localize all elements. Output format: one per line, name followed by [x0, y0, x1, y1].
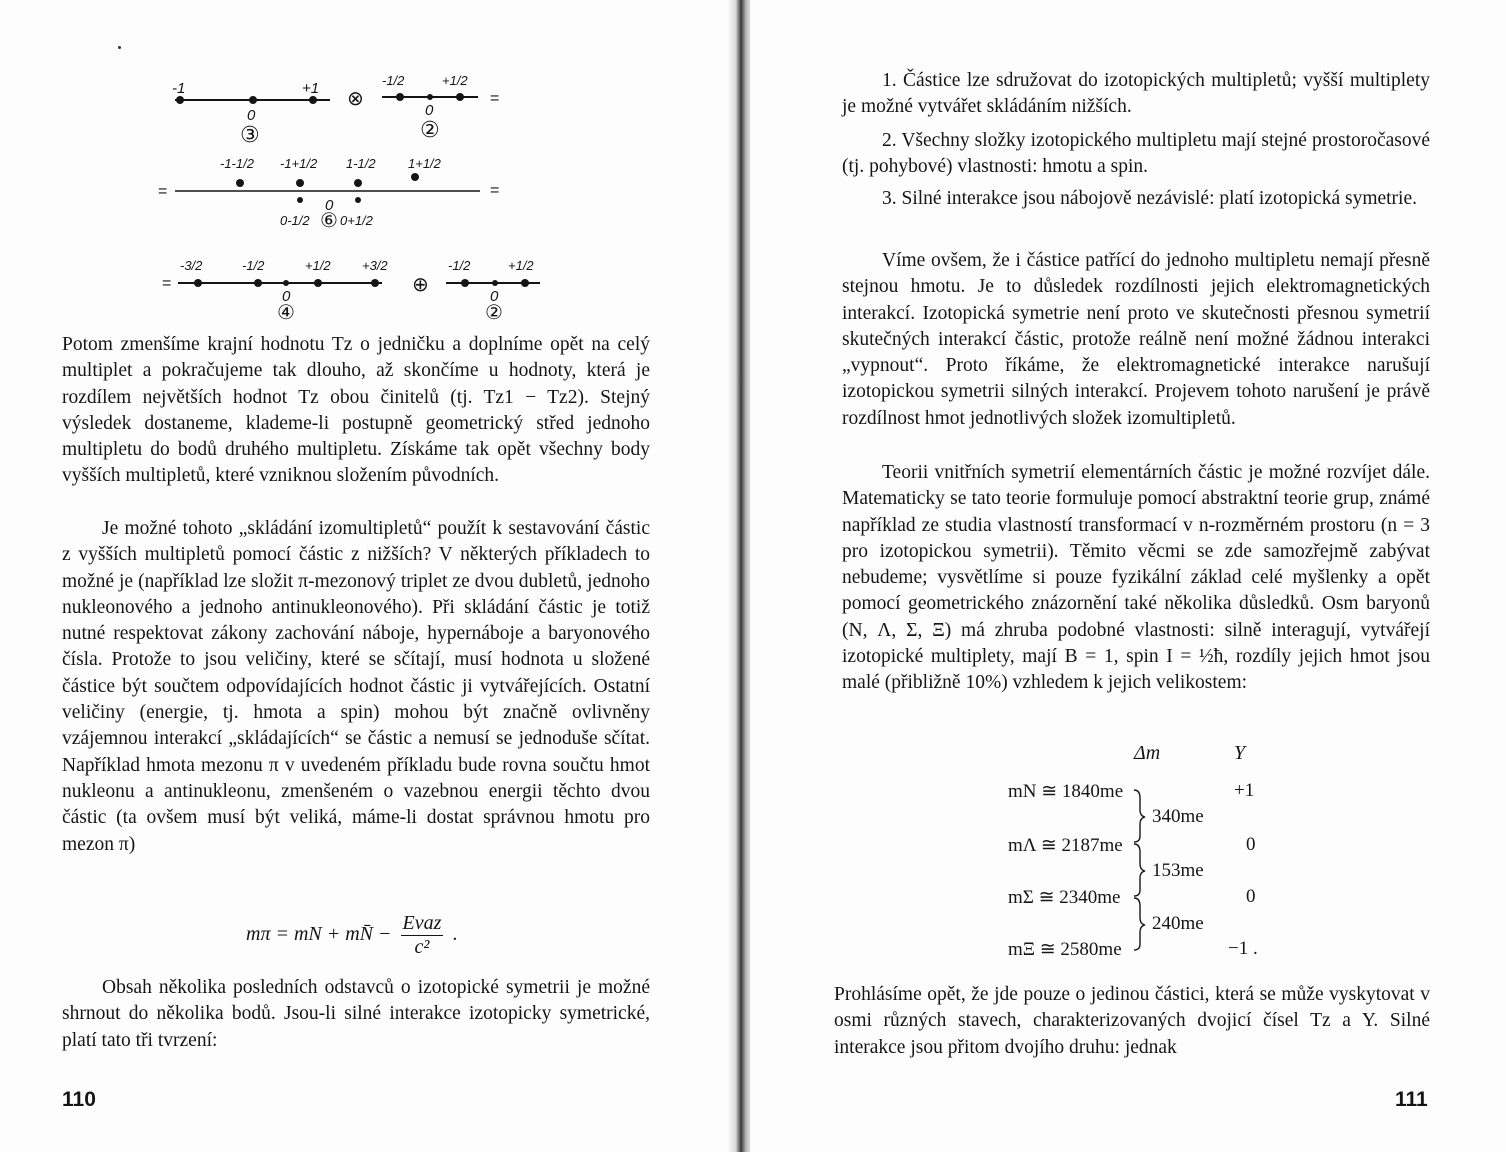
label: -3/2	[180, 258, 203, 273]
circled-number: ③	[240, 122, 260, 147]
hypercharge-value: −1 .	[1228, 938, 1258, 959]
point	[396, 93, 404, 101]
label: +1/2	[508, 258, 534, 273]
direct-sum-icon: ⊕	[412, 274, 429, 296]
left-page	[0, 0, 736, 1152]
equals-sign: =	[162, 275, 172, 292]
point	[309, 96, 317, 104]
label: 1+1/2	[408, 156, 441, 171]
circled-number: ②	[420, 117, 440, 142]
paragraph-1: Potom zmenšíme krajní hodnotu Tz o jedničku a doplníme opět na celý multiplet a pokračujeme tak dlouho, až skončíme u hodnoty, která je rozdílem největších hodnot Tz obou činitelů (tj. Tz1 − Tz2). Stejný výsledek dostaneme, klademe-li postupně geometrický střed jednoho multipletu do bodů druhého multipletu. Získáme tak opět všechny body vyšších multipletů, které vzniknou složením původních.	[62, 334, 650, 487]
hypercharge-value: 0	[1246, 834, 1256, 855]
circled-number: ④	[277, 302, 295, 324]
page-number: 111	[1395, 1088, 1428, 1111]
point	[492, 280, 498, 286]
equals-sign: =	[158, 183, 168, 200]
fraction	[401, 912, 444, 959]
paragraph-5: Teorii vnitřních symetrií elementárních částic je možné rozvíjet dále. Matematicky se tato teorie formuluje pomocí abstraktní teorie grup, známé například ze studia vlastností transformací v n-rozměrném prostoru (n = 3 pro izotopickou symetrii). Těmito věcmi se zde samozřejmě zabývat nebudeme; vysvětlíme si pouze fyzikální základ celé myšlenky a opět pomocí geometrického znázornění také několika důsledků. Osm baryonů (N, Λ, Σ, Ξ) má zhruba podobné vlastnosti: silně interagují, vytvářejí izotopické multiplety, mají B = 1, spin I = ½ħ, rozdíly jejich hmot jsou malé (přibližně 10%) vzhledem k jejich velikostem:	[842, 462, 1430, 694]
column-header-y: Y	[1234, 742, 1246, 764]
point	[371, 279, 379, 287]
label: +3/2	[362, 258, 388, 273]
speck	[118, 46, 121, 49]
point	[355, 197, 361, 203]
brace-group	[1130, 788, 1150, 958]
label: -1/2	[382, 73, 405, 88]
label: 0	[425, 102, 434, 119]
label: -1-1/2	[220, 156, 254, 171]
equals-sign: =	[490, 90, 500, 107]
label: +1/2	[305, 258, 331, 273]
label: 0	[490, 288, 499, 305]
mass-row: mΞ ≅ 2580me	[1008, 939, 1122, 960]
isospin-multiplet-diagram	[150, 55, 540, 325]
point	[427, 94, 433, 100]
list-item-1: 1. Částice lze sdružovat do izotopických multipletů; vyšší multiplety je možné vytvářet skládáním nižších.	[842, 70, 1430, 118]
mass-row: mΛ ≅ 2187me	[1008, 835, 1123, 856]
point	[456, 93, 464, 101]
mass-difference: 153me	[1152, 860, 1204, 881]
list-item-2: 2. Všechny složky izotopického multipletu mají stejné prostoročasové (tj. pohybové) vlastnosti: hmotu a spin.	[842, 130, 1430, 178]
fraction-denominator: c²	[414, 936, 430, 958]
mass-equation	[246, 912, 457, 959]
point	[283, 280, 289, 286]
label: 0-1/2	[280, 213, 310, 228]
equation-period: .	[452, 923, 458, 946]
label: -1/2	[242, 258, 265, 273]
label: 0	[282, 288, 291, 305]
fraction-numerator: Evaz	[402, 912, 442, 934]
paragraph-3: Obsah několika posledních odstavců o izotopické symetrii je možné shrnout do několika bodů. Jsou-li silné interakce izotopicky symetrické, platí tato tři tvrzení:	[62, 977, 650, 1051]
paragraph-2: Je možné tohoto „skládání izomultipletů“ použít k sestavování částic z vyšších multipletů pomocí částic z nižších? V některých příkladech to možné je (například lze složit π-mezonový triplet ze dvou dubletů, jednoho nukleonového a jednoho antinukleonového). Při skládání částic je totiž nutné respektovat zákony zachování náboje, hypernáboje a baryonového čísla. Protože to jsou veličiny, které se sčítají, musí hodnota u složené částice být součtem odpovídajících hodnot částic ji vytvářejících. Ostatní veličiny (energie, tj. hmota a spin) mohou být značně ovlivněny vzájemnou interakcí „skládajících“ se částic a nemusí se jednoduše sčítat. Například hmota mezonu π v uvedeném příkladu bude rovna součtu hmot nukleonu a antinukleonu, zmenšeném o vazebnou energii těchto dvou částic (ta ovšem musí být veliká, máme-li dostat správnou hmotu pro mezon π)	[62, 518, 650, 855]
point	[236, 179, 244, 187]
label: 1-1/2	[346, 156, 376, 171]
column-header-dm: Δm	[1134, 742, 1161, 764]
point	[354, 179, 362, 187]
paragraph-4: Víme ovšem, že i částice patřící do jednoho multipletu nemají přesně stejnou hmotu. Je to důsledek rozdílnosti jejich elektromagnetických interakcí. Izotopická symetrie není proto ve skutečnosti přesnou symetrií skutečných interakcí částic, protože reálně není možné žádnou interakci „vypnout“. Proto říkáme, že elektromagnetické interakce narušují izotopickou symetrii silných interakcí. Projevem tohoto narušení je právě rozdílnost hmot jednotlivých složek izomultipletů.	[842, 250, 1430, 429]
point	[461, 279, 469, 287]
mass-row: mN ≅ 1840me	[1008, 781, 1124, 802]
mass-row: mΣ ≅ 2340me	[1008, 887, 1121, 908]
hypercharge-value: +1	[1234, 780, 1255, 801]
point	[194, 279, 202, 287]
right-page	[750, 0, 1506, 1152]
label: -1+1/2	[280, 156, 318, 171]
equals-sign: =	[490, 182, 500, 199]
mass-difference: 240me	[1152, 913, 1204, 934]
label: -1/2	[448, 258, 471, 273]
point	[521, 279, 529, 287]
label: -1	[172, 80, 186, 97]
label: 0	[325, 197, 334, 214]
hypercharge-value: 0	[1246, 886, 1256, 907]
label: 0+1/2	[340, 213, 373, 228]
tensor-product-icon: ⊗	[347, 88, 364, 110]
page-number: 110	[62, 1088, 96, 1111]
list-item-3: 3. Silné interakce jsou nábojově nezávislé: platí izotopická symetrie.	[882, 188, 1418, 209]
paragraph-6: Prohlásíme opět, že jde pouze o jedinou částici, která se může vyskytovat v osmi různých stavech, charakterizovaných dvojicí čísel Tz a Y. Silné interakce jsou přitom dvojího druhu: jednak	[834, 984, 1430, 1058]
equation-lhs: mπ = mN + mN̄ −	[246, 923, 392, 946]
point	[297, 197, 303, 203]
circled-number: ②	[485, 302, 503, 324]
circled-number: ⑥	[320, 210, 338, 232]
point	[411, 173, 419, 181]
point	[296, 179, 304, 187]
mass-difference: 340me	[1152, 806, 1204, 827]
point	[176, 96, 184, 104]
point	[254, 279, 262, 287]
label: +1	[302, 80, 320, 97]
point	[314, 279, 322, 287]
point	[249, 96, 257, 104]
label: 0	[247, 107, 256, 124]
label: +1/2	[442, 73, 468, 88]
